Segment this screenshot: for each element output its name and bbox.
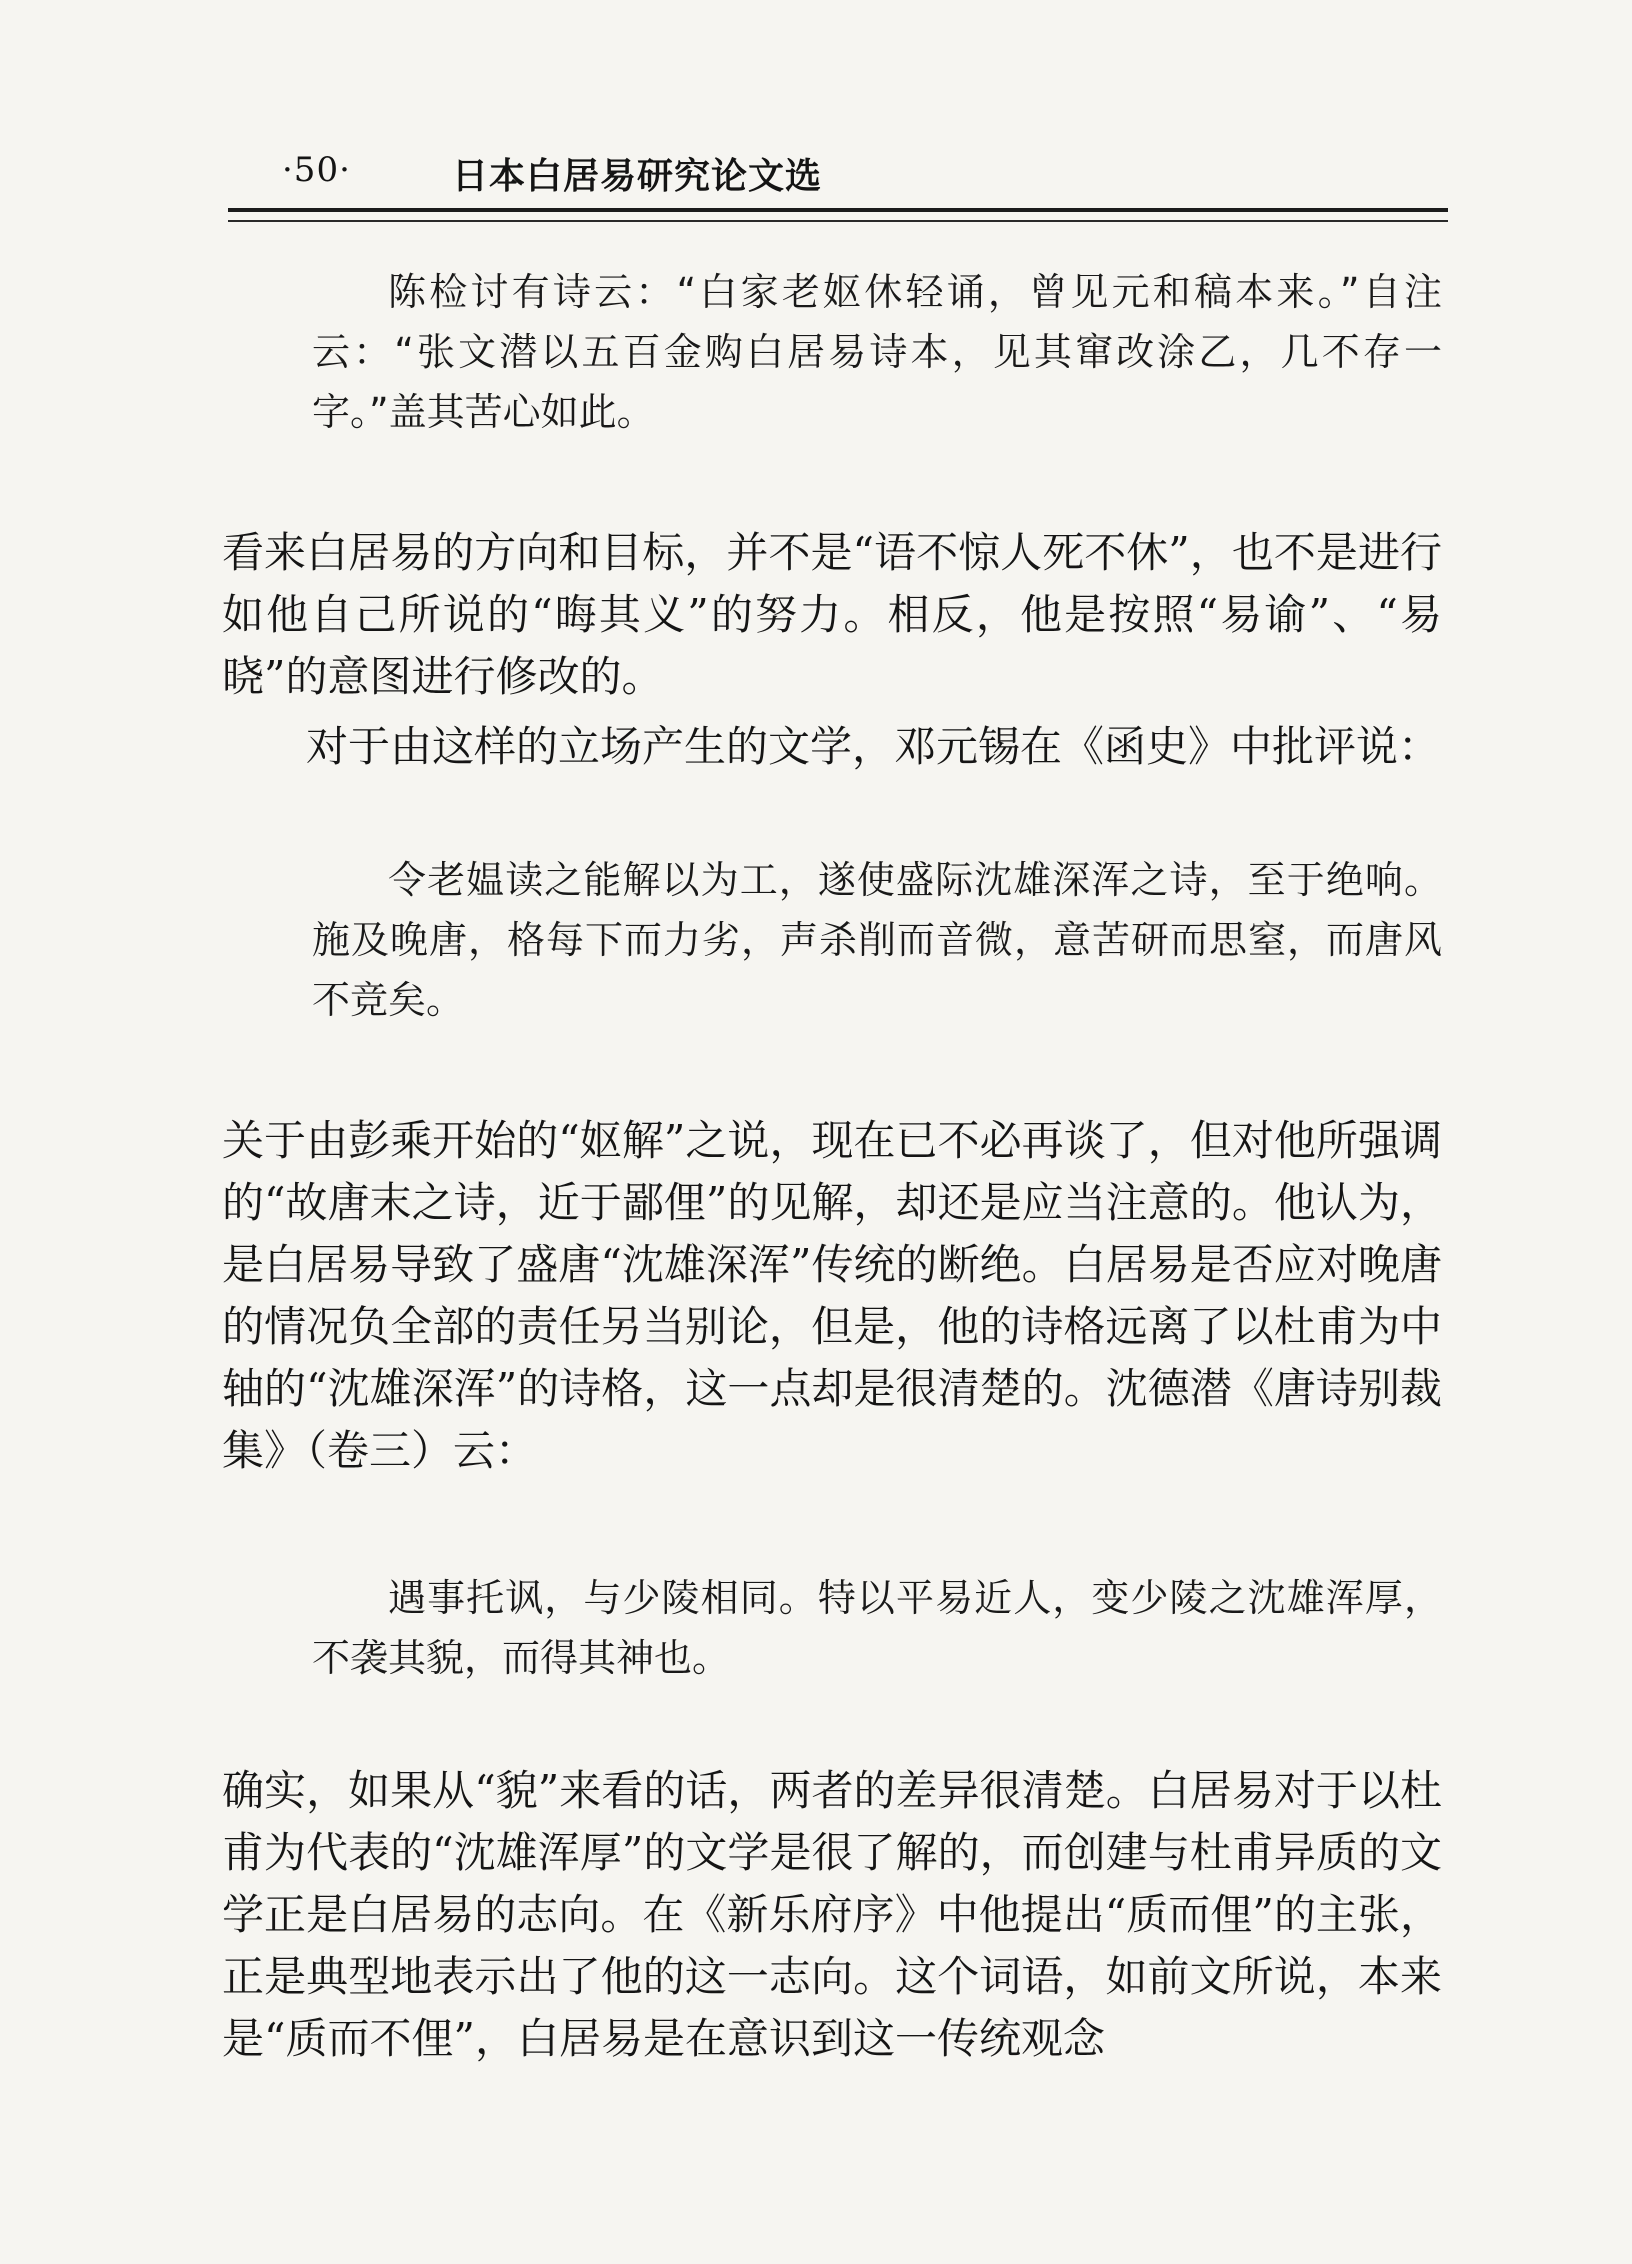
paragraph-appearance	[222, 1760, 1442, 2070]
paragraph-peng	[222, 1110, 1442, 1482]
quote-text-chen: 陈检讨有诗云：“白家老妪休轻诵，曾见元和稿本来。”自注云：“张文潜以五百金购白居易诗本，见其窜改涂乙，几不存一字。”盖其苦心如此。	[312, 270, 1442, 434]
paragraph-direction-text: 看来白居易的方向和目标，并不是“语不惊人死不休”，也不是进行如他自己所说的“晦其义”的努力。相反，他是按照“易谕”、“易晓”的意图进行修改的。	[222, 528, 1442, 701]
quote-block-shen	[312, 1568, 1442, 1688]
book-title: 日本白居易研究论文选	[452, 156, 823, 197]
paragraph-peng-text: 关于由彭乘开始的“妪解”之说，现在已不必再谈了，但对他所强调的“故唐末之诗，近于鄙俚”的见解，却还是应当注意的。他认为，是白居易导致了盛唐“沈雄深浑”传统的断绝。白居易是否应对晚唐的情况负全部的责任另当别论，但是，他的诗格远离了以杜甫为中轴的“沈雄深浑”的诗格，这一点却是很清楚的。沈德潜《唐诗别裁集》（卷三）云：	[222, 1116, 1442, 1475]
quote-block-chen	[312, 262, 1442, 442]
header-rule-thin	[228, 220, 1448, 222]
quote-text-deng: 令老媪读之能解以为工，遂使盛际沈雄深浑之诗，至于绝响。施及晚唐，格每下而力劣，声杀削而音微，意苦研而思窒，而唐风不竞矣。	[312, 858, 1442, 1022]
quote-block-deng	[312, 850, 1442, 1030]
paragraph-deng-text: 对于由这样的立场产生的文学，邓元锡在《函史》中批评说：	[306, 722, 1441, 771]
header-rule-thick	[228, 208, 1448, 212]
quote-text-shen: 遇事托讽，与少陵相同。特以平易近人，变少陵之沈雄浑厚，不袭其貌，而得其神也。	[312, 1576, 1442, 1680]
paragraph-deng	[222, 716, 1442, 778]
running-header	[282, 138, 1442, 208]
page-number: ·50·	[282, 150, 351, 190]
paragraph-appearance-text: 确实，如果从“貌”来看的话，两者的差异很清楚。白居易对于以杜甫为代表的“沈雄浑厚”的文学是很了解的，而创建与杜甫异质的文学正是白居易的志向。在《新乐府序》中他提出“质而俚”的主张，正是典型地表示出了他的这一志向。这个词语，如前文所说，本来是“质而不俚”，白居易是在意识到这一传统观念	[222, 1766, 1442, 2063]
paragraph-direction	[222, 522, 1442, 708]
